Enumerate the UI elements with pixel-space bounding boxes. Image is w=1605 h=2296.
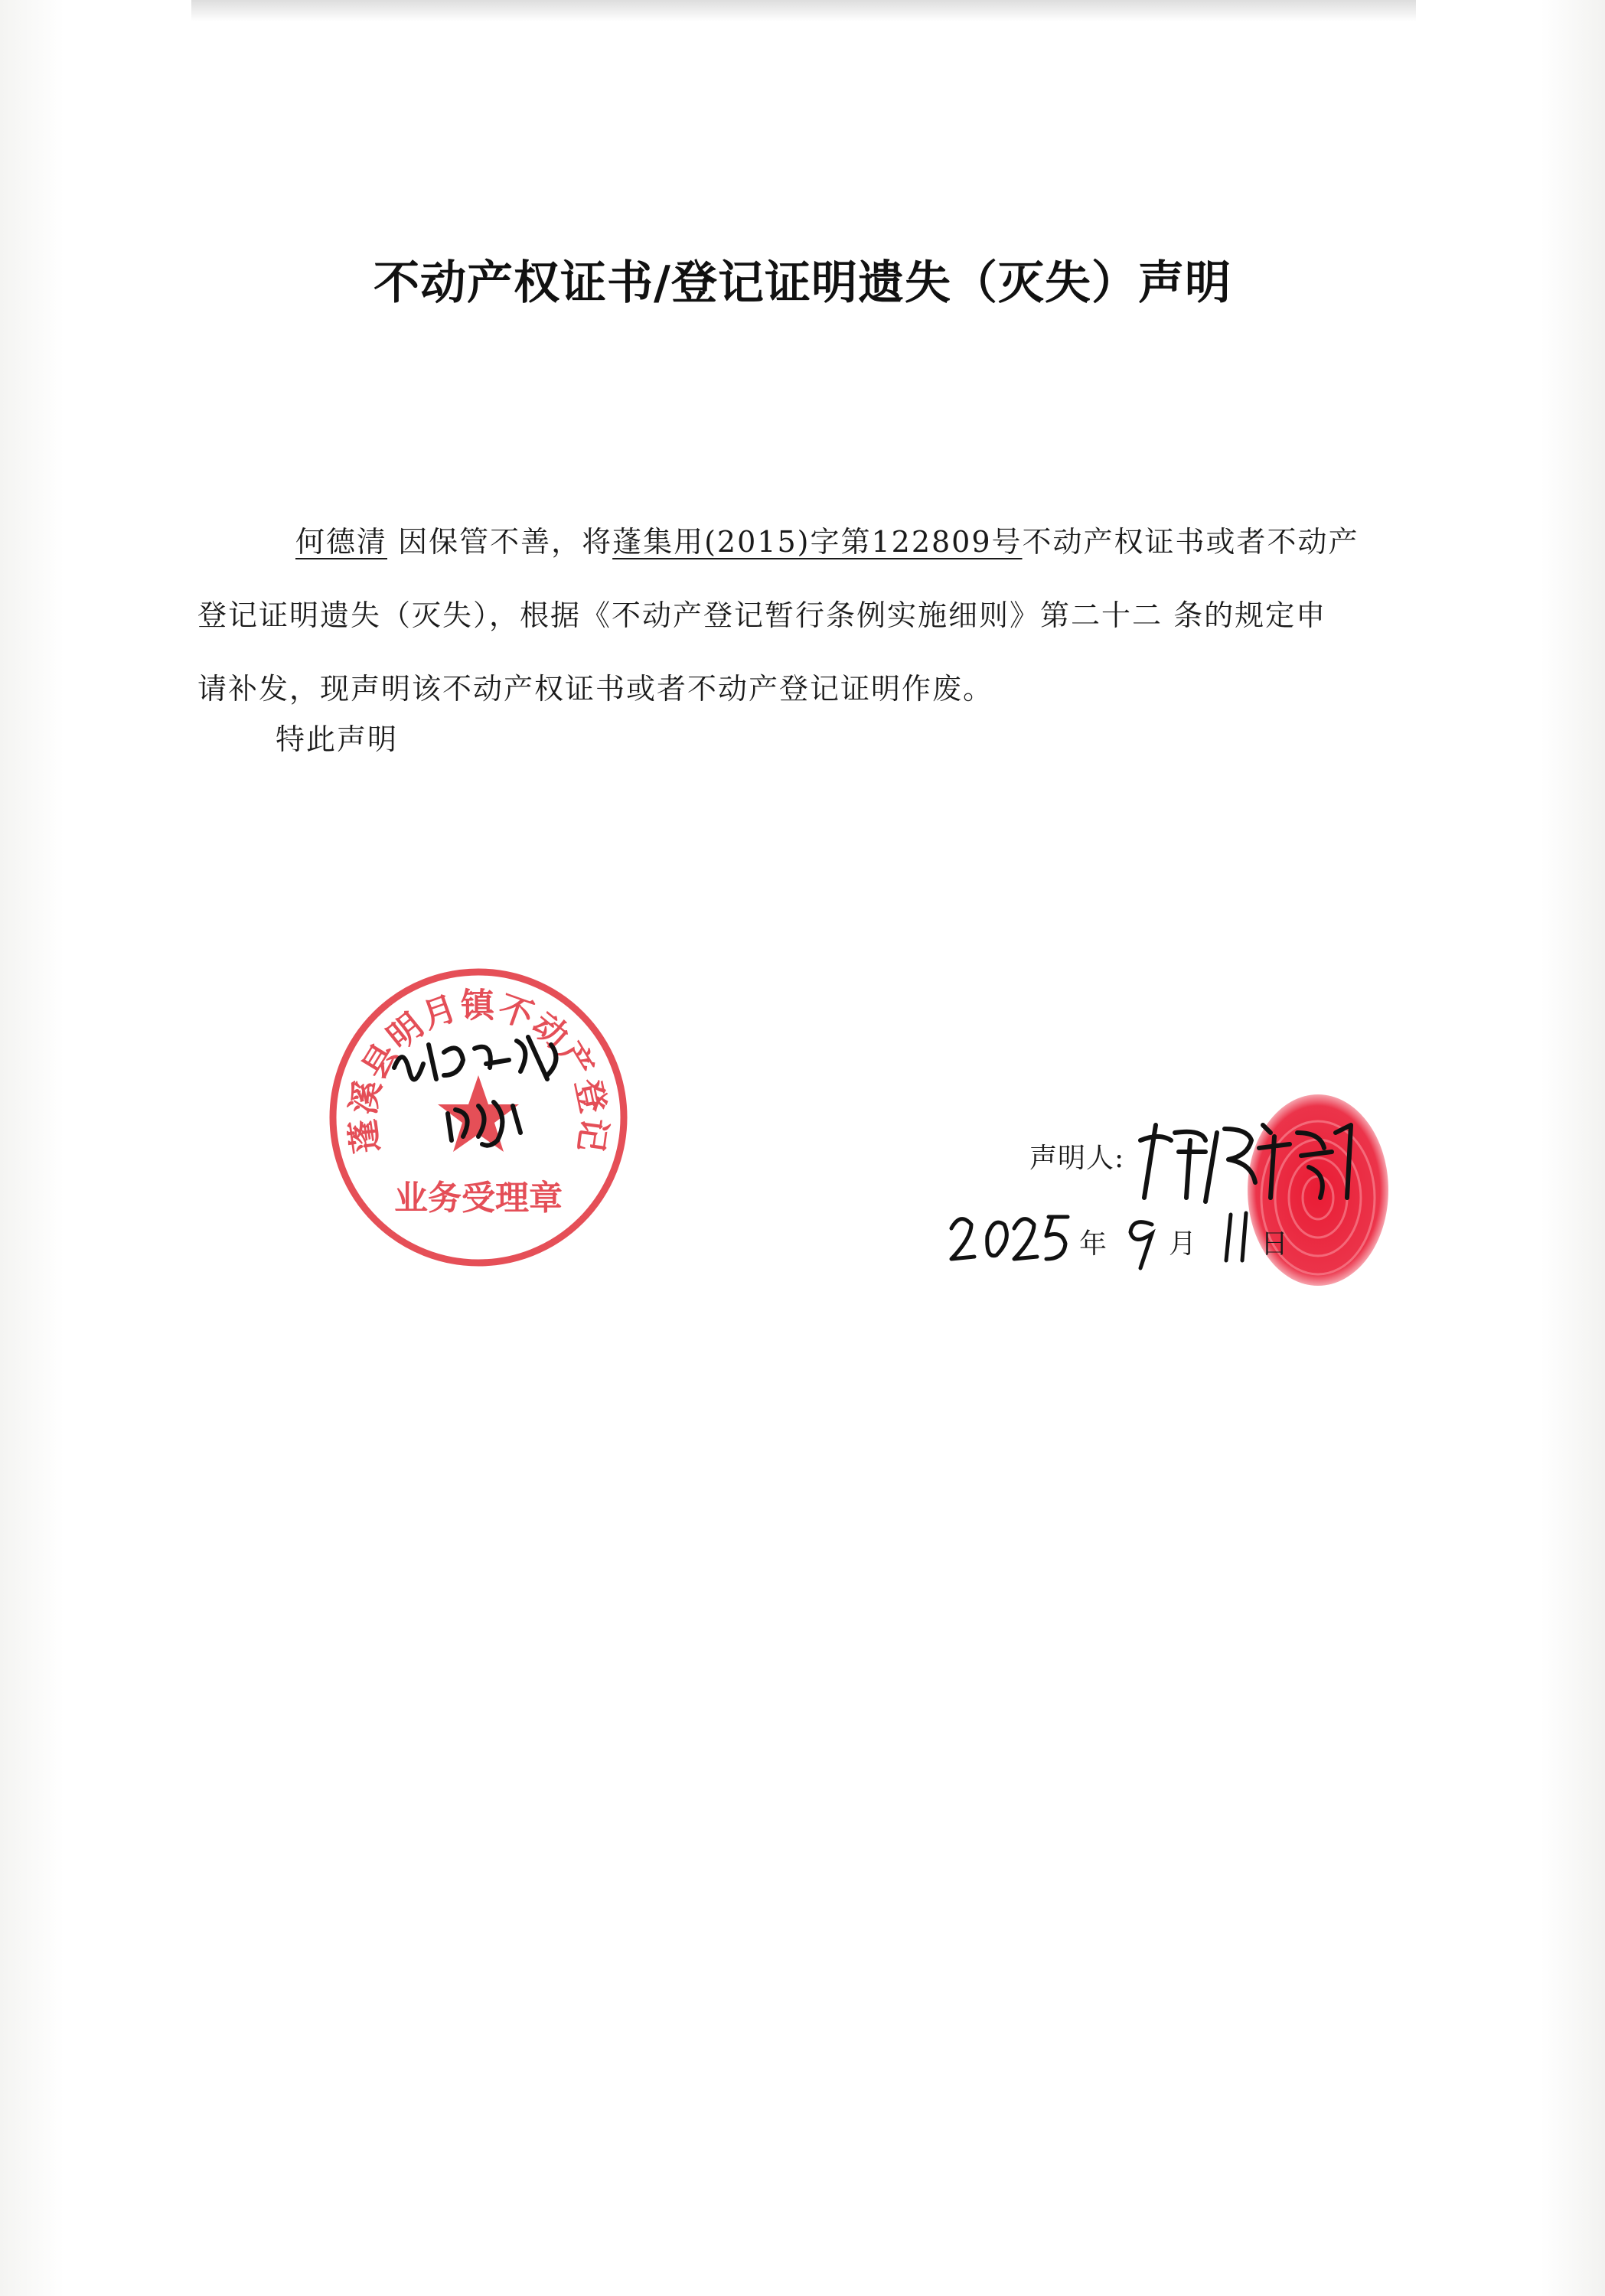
closing-statement: 特此声明 <box>276 722 399 756</box>
handwritten-signature <box>1133 1110 1362 1209</box>
body-line-2: 登记证明遗失（灭失），根据《不动产登记暂行条例实施细则》第二十二 条的规定申 <box>197 598 1327 632</box>
official-seal <box>321 960 635 1274</box>
declarant-row <box>1029 1137 1124 1176</box>
date-month-unit: 月 <box>1169 1228 1197 1260</box>
body-segment-2: 不动产权证书或者不动产 <box>1022 525 1359 559</box>
body-segment-1: 因保管不善，将 <box>387 525 613 559</box>
date-row <box>945 1205 1328 1267</box>
date-day-unit: 日 <box>1261 1228 1289 1260</box>
svg-text:业务受理章: 业务受理章 <box>394 1179 563 1218</box>
certificate-number: 蓬集用(2015)字第122809号 <box>612 525 1023 559</box>
body-line-1 <box>197 505 1422 579</box>
applicant-name: 何德清 <box>295 525 388 559</box>
svg-text:蓬溪县明月镇不动产登记: 蓬溪县明月镇不动产登记 <box>343 986 614 1156</box>
declaration-body <box>197 505 1422 726</box>
scan-edge-shadow <box>191 0 1416 21</box>
document-title: 不动产权证书/登记证明遗失（灭失）声明 <box>374 256 1231 310</box>
handwritten-year <box>945 1205 1075 1267</box>
declarant-label: 声明人: <box>1029 1143 1125 1174</box>
handwritten-month <box>1121 1209 1167 1270</box>
body-line-3: 请补发，现声明该不动产权证书或者不动产登记证明作废。 <box>197 672 994 706</box>
handwritten-day <box>1217 1205 1263 1267</box>
date-year-unit: 年 <box>1079 1228 1108 1260</box>
